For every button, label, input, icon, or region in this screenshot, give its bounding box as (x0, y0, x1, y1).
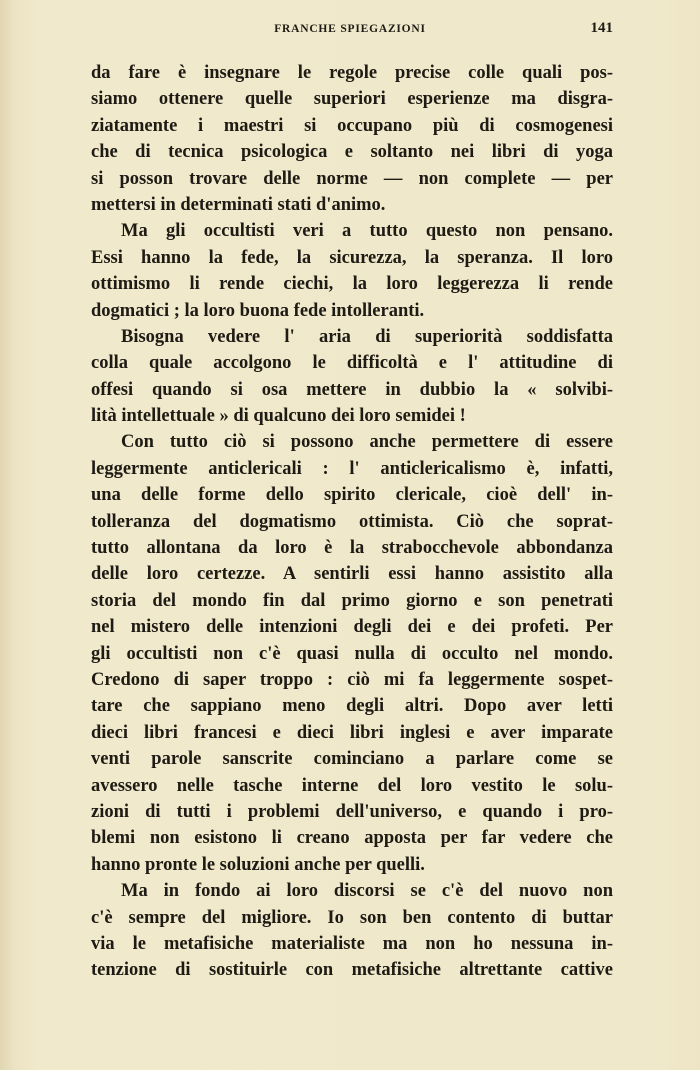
text-line: Essi hanno la fede, la sicurezza, la speranza. Il loro (91, 247, 613, 268)
running-title: FRANCHE SPIEGAZIONI (274, 23, 426, 35)
text-line: leggermente anticlericali : l' anticlericalismo è, infatti, (91, 458, 613, 479)
text-line: Credono di saper troppo : ciò mi fa leggermente sospet- (91, 669, 613, 690)
text-line: storia del mondo fin dal primo giorno e son penetrati (91, 590, 613, 611)
running-head (0, 20, 700, 44)
text-line: dieci libri francesi e dieci libri inglesi e aver imparate (91, 722, 613, 743)
text-line: Ma gli occultisti veri a tutto questo non pensano. (121, 221, 613, 242)
text-line: Ma in fondo ai loro discorsi se c'è del nuovo non (121, 881, 613, 902)
text-line: avessero nelle tasche interne del loro vestito le solu- (91, 775, 613, 796)
text-line: venti parole sanscrite cominciano a parlare come se (91, 749, 613, 770)
text-line: nel mistero delle intenzioni degli dei e dei profeti. Per (91, 617, 613, 638)
text-line: c'è sempre del migliore. Io son ben contento di buttar (91, 907, 613, 928)
text-line: tare che sappiano meno degli altri. Dopo aver letti (91, 696, 613, 717)
text-line: ziatamente i maestri si occupano più di cosmogenesi (91, 115, 613, 136)
text-line: blemi non esistono li creano apposta per far vedere che (91, 828, 613, 849)
text-line: dogmatici ; la loro buona fede intolleranti. (91, 300, 425, 321)
text-line: si posson trovare delle norme — non complete — per (91, 168, 613, 189)
text-line: zioni di tutti i problemi dell'universo, e quando i pro- (91, 801, 613, 822)
body-text (91, 60, 613, 984)
text-line: Con tutto ciò si possono anche permettere di essere (121, 432, 613, 453)
text-line: tolleranza del dogmatismo ottimista. Ciò che soprat- (91, 511, 613, 532)
text-line: via le metafisiche materialiste ma non ho nessuna in- (91, 933, 613, 954)
text-line: tenzione di sostituirle con metafisiche altrettante cattive (91, 960, 613, 981)
text-line: mettersi in determinati stati d'animo. (91, 194, 386, 215)
text-line: da fare è insegnare le regole precise colle quali pos- (91, 63, 613, 83)
text-line: una delle forme dello spirito clericale, cioè dell' in- (91, 485, 613, 506)
text-line: tutto allontana da loro è la strabocchevole abbondanza (91, 538, 613, 559)
text-line: che di tecnica psicologica e soltanto nei libri di yoga (91, 142, 613, 163)
text-line: siamo ottenere quelle superiori esperienze ma disgra- (91, 89, 613, 110)
text-line: lità intellettuale » di qualcuno dei loro semidei ! (91, 406, 466, 427)
text-line: gli occultisti non c'è quasi nulla di occulto nel mondo. (91, 643, 613, 664)
page-number: 141 (590, 20, 613, 36)
text-line: ottimismo li rende ciechi, la loro leggerezza li rende (91, 274, 613, 295)
text-line: delle loro certezze. A sentirli essi hanno assistito alla (91, 564, 613, 585)
text-line: hanno pronte le soluzioni anche per quelli. (91, 854, 425, 875)
text-line: Bisogna vedere l' aria di superiorità soddisfatta (121, 326, 613, 347)
text-line: offesi quando si osa mettere in dubbio la « solvibi- (91, 379, 613, 400)
text-line: colla quale accolgono le difficoltà e l' attitudine di (91, 353, 613, 374)
